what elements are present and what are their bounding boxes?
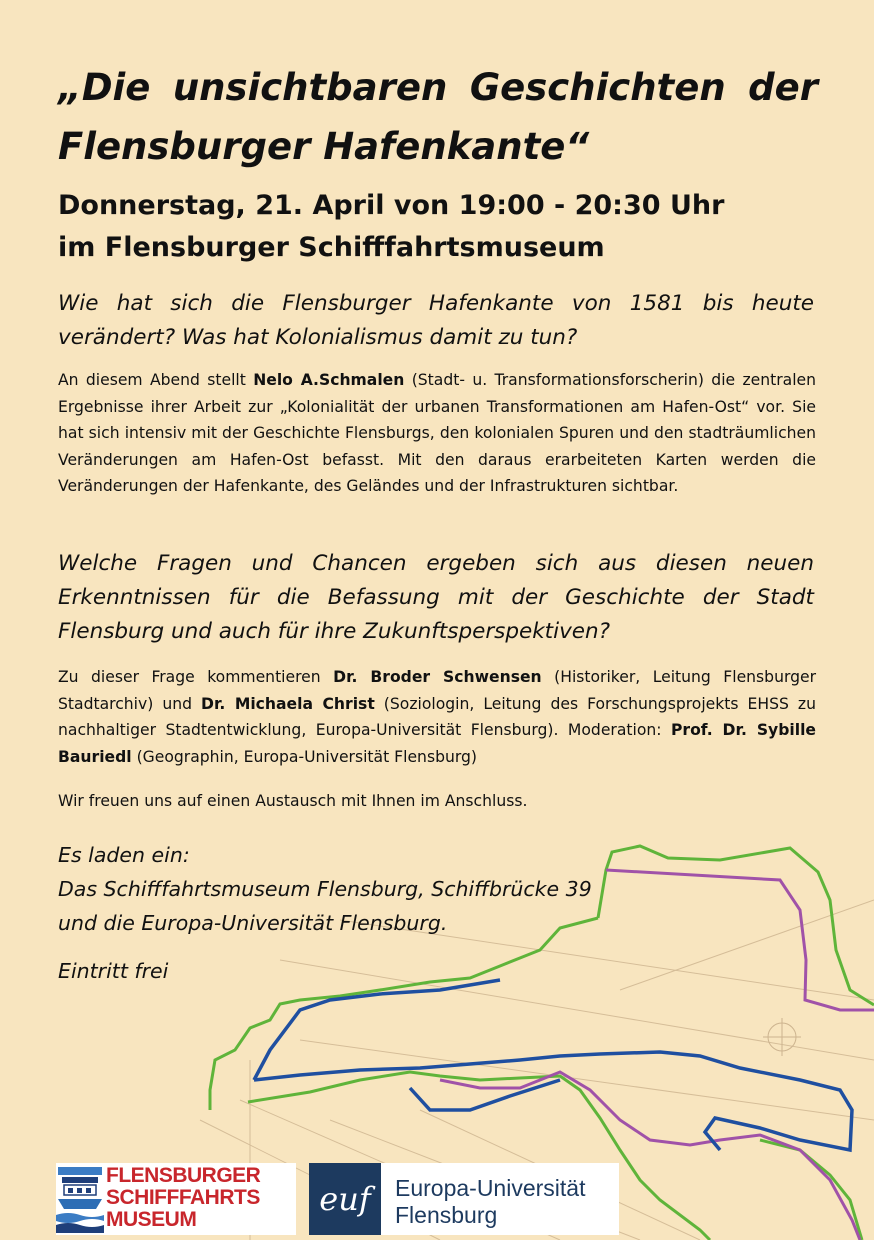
moderator-name: Prof. Dr. Sybille Bauriedl bbox=[58, 721, 816, 766]
intro-text-after: (Stadt- u. Transformationsforscherin) die zentralen Ergebnisse ihrer Arbeit zur „Kolonialität der urbanen Transformationen am Hafen-Ost“ vor. Sie hat sich intensiv mit der Geschichte Flensburgs, den kolonialen Spuren und den stadträumlichen Veränderungen am Hafen-Ost befasst. Mit den daraus erarbeiteten Karten werden die Veränderungen der Hafenkante, des Geländes und der Infrastrukturen sichtbar. bbox=[58, 371, 817, 495]
event-date: Donnerstag, 21. April von 19:00 - 20:30 Uhr bbox=[58, 190, 725, 221]
event-location: im Flensburger Schifffahrtsmuseum bbox=[58, 232, 605, 263]
euf-logo-mark: euf bbox=[309, 1163, 381, 1235]
museum-logo-line-2: SCHIFFFAHRTS bbox=[106, 1186, 260, 1209]
university-logo-line-1: Europa-Universität bbox=[395, 1175, 586, 1201]
intro-paragraph bbox=[58, 367, 816, 500]
ship-icon bbox=[56, 1163, 104, 1235]
invitation-block bbox=[58, 838, 758, 940]
university-logo-line-2: Flensburg bbox=[395, 1202, 498, 1228]
panelist-2-name: Dr. Michaela Christ bbox=[201, 694, 375, 713]
museum-logo-line-1: FLENSBURGER bbox=[106, 1164, 261, 1187]
intro-text-before: An diesem Abend stellt bbox=[58, 371, 254, 389]
panel-paragraph bbox=[58, 664, 816, 770]
second-question: Welche Fragen und Chancen ergeben sich aus diesen neuen Erkenntnissen für die Befassung mit der Geschichte der Stadt Flensburg und auch für ihre Zukunftsperspektiven? bbox=[58, 551, 814, 644]
panel-text-1: Zu dieser Frage kommentieren bbox=[58, 668, 334, 686]
invitation-line-3: und die Europa-Universität Flensburg. bbox=[58, 911, 448, 935]
event-title-line-1: „Die unsichtbaren Geschichten der bbox=[58, 66, 818, 109]
speaker-name: Nelo A.Schmalen bbox=[253, 371, 405, 389]
invitation-line-2: Das Schifffahrtsmuseum Flensburg, Schiffbrücke 39 bbox=[58, 877, 592, 901]
university-logo bbox=[309, 1163, 619, 1235]
panel-text-2: (Historiker, Leitung Flensburger Stadtarchiv) und bbox=[58, 668, 816, 713]
invitation-line-1: Es laden ein: bbox=[58, 843, 190, 867]
panel-text-4: (Geographin, Europa-Universität Flensburg) bbox=[131, 747, 477, 766]
lead-question: Wie hat sich die Flensburger Hafenkante von 1581 bis heute verändert? Was hat Kolonialismus damit zu tun? bbox=[58, 291, 814, 350]
panelist-1-name: Dr. Broder Schwensen bbox=[333, 668, 542, 686]
event-title bbox=[58, 58, 818, 176]
admission-note: Eintritt frei bbox=[58, 959, 169, 983]
event-title-line-2: Flensburger Hafenkante“ bbox=[58, 125, 590, 168]
museum-logo bbox=[56, 1163, 296, 1235]
panel-text-3: (Soziologin, Leitung des Forschungsprojekts EHSS zu nachhaltiger Stadtentwicklung, Europa-Universität Flensburg). Moderation: bbox=[58, 694, 816, 739]
event-date-location bbox=[58, 185, 818, 269]
closing-paragraph: Wir freuen uns auf einen Austausch mit Ihnen im Anschluss. bbox=[58, 792, 528, 810]
museum-logo-line-3: MUSEUM bbox=[106, 1208, 197, 1231]
